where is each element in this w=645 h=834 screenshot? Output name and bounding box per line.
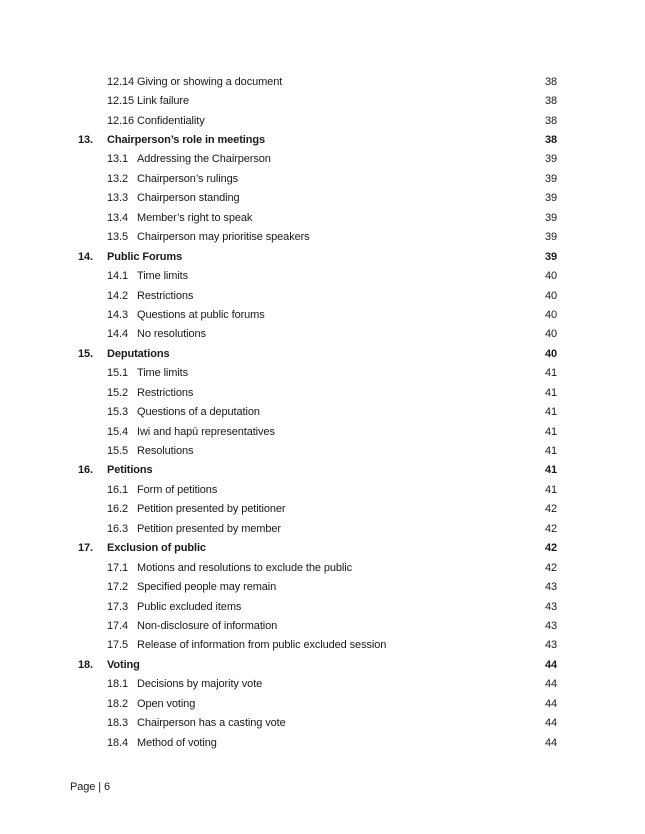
toc-subsection-row xyxy=(0,189,645,208)
toc-subsection-row xyxy=(0,675,645,694)
toc-entry-label: Form of petitions xyxy=(137,483,218,496)
toc-entry-number: 16.2 xyxy=(107,503,129,516)
toc-subsection-row xyxy=(0,169,645,188)
toc-entry-label: Restrictions xyxy=(137,289,194,302)
toc-subsection-row xyxy=(0,402,645,421)
toc-entry-label: Motions and resolutions to exclude the public xyxy=(137,561,353,574)
toc-entry-label: Giving or showing a document xyxy=(137,75,283,88)
toc-entry-number: 16. xyxy=(78,464,93,477)
toc-entry-page: 44 xyxy=(544,678,557,691)
toc-entry-number: 17.4 xyxy=(107,619,129,632)
toc-entry-number: 15.3 xyxy=(107,406,129,419)
toc-entry-label: Method of voting xyxy=(137,736,217,749)
toc-entry-page: 39 xyxy=(544,231,557,244)
toc-entry-page: 39 xyxy=(544,172,557,185)
toc-entry-page: 41 xyxy=(544,445,557,458)
toc-entry-label: Specified people may remain xyxy=(137,581,277,594)
toc-entry-number: 13.1 xyxy=(107,153,129,166)
toc-subsection-row xyxy=(0,694,645,713)
toc-entry-label: Decisions by majority vote xyxy=(137,678,263,691)
toc-entry-number: 18.3 xyxy=(107,717,129,730)
toc-entry-page: 40 xyxy=(544,347,557,360)
toc-section-row xyxy=(0,655,645,674)
toc-entry-page: 43 xyxy=(544,619,557,632)
toc-entry-label: Exclusion of public xyxy=(107,542,206,555)
toc-entry-number: 15.2 xyxy=(107,386,129,399)
toc-subsection-row xyxy=(0,286,645,305)
toc-entry-label: Non-disclosure of information xyxy=(137,619,278,632)
toc-entry-number: 14.3 xyxy=(107,308,129,321)
toc-entry-page: 41 xyxy=(544,386,557,399)
toc-entry-page: 40 xyxy=(544,289,557,302)
toc-entry-page: 42 xyxy=(544,503,557,516)
toc-entry-page: 38 xyxy=(544,114,557,127)
toc-subsection-row xyxy=(0,616,645,635)
toc-entry-page: 39 xyxy=(544,153,557,166)
toc-subsection-row xyxy=(0,305,645,324)
toc-entry-number: 13. xyxy=(78,134,93,147)
toc-subsection-row xyxy=(0,519,645,538)
toc-entry-number: 17.5 xyxy=(107,639,129,652)
toc-subsection-row xyxy=(0,500,645,519)
toc-entry-page: 42 xyxy=(544,522,557,535)
toc-entry-label: Release of information from public excluded session xyxy=(137,639,387,652)
toc-entry-number: 14.2 xyxy=(107,289,129,302)
toc-subsection-row xyxy=(0,150,645,169)
toc-entry-page: 38 xyxy=(544,75,557,88)
toc-entry-page: 39 xyxy=(544,250,557,263)
toc-entry-label: Deputations xyxy=(107,347,170,360)
toc-entry-page: 39 xyxy=(544,192,557,205)
toc-entry-label: Petitions xyxy=(107,464,153,477)
toc-entry-label: Time limits xyxy=(137,270,189,283)
toc-subsection-row xyxy=(0,208,645,227)
toc-section-row xyxy=(0,247,645,266)
toc-entry-label: Resolutions xyxy=(137,445,194,458)
toc-entry-label: Questions of a deputation xyxy=(137,406,260,419)
toc-entry-label: Questions at public forums xyxy=(137,308,265,321)
toc-section-row xyxy=(0,344,645,363)
toc-entry-number: 12.14 xyxy=(107,75,135,88)
toc-entry-label: Public excluded items xyxy=(137,600,242,613)
toc-entry-page: 41 xyxy=(544,483,557,496)
toc-entry-number: 18.4 xyxy=(107,736,129,749)
toc-subsection-row xyxy=(0,597,645,616)
toc-entry-label: Restrictions xyxy=(137,386,194,399)
toc-entry-number: 13.2 xyxy=(107,172,129,185)
toc-entry-page: 43 xyxy=(544,639,557,652)
page-footer: Page | 6 xyxy=(70,781,110,793)
toc-entry-number: 17.2 xyxy=(107,581,129,594)
toc-subsection-row xyxy=(0,441,645,460)
toc-entry-number: 18. xyxy=(78,658,93,671)
toc-entry-label: Confidentiality xyxy=(137,114,205,127)
toc-entry-label: Petition presented by petitioner xyxy=(137,503,286,516)
toc-entry-label: Member’s right to speak xyxy=(137,211,253,224)
toc-subsection-row xyxy=(0,325,645,344)
toc-entry-label: No resolutions xyxy=(137,328,206,341)
toc-entry-label: Iwi and hapū representatives xyxy=(137,425,275,438)
toc-subsection-row xyxy=(0,228,645,247)
toc-entry-number: 17. xyxy=(78,542,93,555)
toc-subsection-row xyxy=(0,266,645,285)
toc-entry-number: 18.2 xyxy=(107,697,129,710)
toc-entry-page: 40 xyxy=(544,270,557,283)
toc-entry-label: Chairperson’s rulings xyxy=(137,172,239,185)
toc-entry-number: 15.5 xyxy=(107,445,129,458)
toc-entry-page: 43 xyxy=(544,581,557,594)
toc-subsection-row xyxy=(0,111,645,130)
toc-entry-page: 39 xyxy=(544,211,557,224)
toc-entry-label: Open voting xyxy=(137,697,196,710)
toc-entry-label: Link failure xyxy=(137,95,189,108)
toc-entry-number: 14.1 xyxy=(107,270,129,283)
toc-entry-label: Time limits xyxy=(137,367,189,380)
toc-entry-page: 43 xyxy=(544,600,557,613)
toc-entry-page: 41 xyxy=(544,425,557,438)
toc-entry-page: 44 xyxy=(544,697,557,710)
toc-section-row xyxy=(0,130,645,149)
toc-entry-page: 41 xyxy=(544,367,557,380)
toc-entry-page: 40 xyxy=(544,328,557,341)
toc-subsection-row xyxy=(0,577,645,596)
toc-entry-number: 12.15 xyxy=(107,95,135,108)
toc-entry-number: 13.5 xyxy=(107,231,129,244)
toc-entry-label: Addressing the Chairperson xyxy=(137,153,271,166)
toc-entry-number: 16.1 xyxy=(107,483,129,496)
toc-subsection-row xyxy=(0,364,645,383)
toc-subsection-row xyxy=(0,558,645,577)
toc-entry-page: 41 xyxy=(544,464,557,477)
toc-subsection-row xyxy=(0,422,645,441)
toc-entry-number: 16.3 xyxy=(107,522,129,535)
toc-entry-number: 14.4 xyxy=(107,328,129,341)
toc-entry-label: Voting xyxy=(107,658,140,671)
toc-entry-number: 17.1 xyxy=(107,561,129,574)
toc-entry-page: 40 xyxy=(544,308,557,321)
toc-entry-label: Chairperson’s role in meetings xyxy=(107,134,265,147)
toc-entry-page: 38 xyxy=(544,95,557,108)
toc-entry-number: 14. xyxy=(78,250,93,263)
toc-entry-number: 15.1 xyxy=(107,367,129,380)
toc-subsection-row xyxy=(0,383,645,402)
toc-entry-number: 17.3 xyxy=(107,600,129,613)
toc-entry-number: 12.16 xyxy=(107,114,135,127)
toc-entry-page: 44 xyxy=(544,717,557,730)
toc-section-row xyxy=(0,461,645,480)
toc-entry-label: Chairperson standing xyxy=(137,192,240,205)
toc-section-row xyxy=(0,539,645,558)
toc-entry-number: 13.3 xyxy=(107,192,129,205)
toc-entry-number: 13.4 xyxy=(107,211,129,224)
toc-subsection-row xyxy=(0,713,645,732)
toc-entry-number: 18.1 xyxy=(107,678,129,691)
toc-subsection-row xyxy=(0,91,645,110)
toc-entry-label: Chairperson has a casting vote xyxy=(137,717,286,730)
toc-subsection-row xyxy=(0,636,645,655)
table-of-contents xyxy=(0,72,645,752)
toc-entry-number: 15.4 xyxy=(107,425,129,438)
toc-entry-label: Chairperson may prioritise speakers xyxy=(137,231,310,244)
toc-entry-number: 15. xyxy=(78,347,93,360)
toc-subsection-row xyxy=(0,733,645,752)
toc-entry-page: 38 xyxy=(544,134,557,147)
toc-entry-page: 42 xyxy=(544,542,557,555)
toc-subsection-row xyxy=(0,72,645,91)
toc-entry-page: 42 xyxy=(544,561,557,574)
toc-subsection-row xyxy=(0,480,645,499)
toc-entry-label: Petition presented by member xyxy=(137,522,281,535)
toc-entry-page: 44 xyxy=(544,736,557,749)
toc-entry-page: 41 xyxy=(544,406,557,419)
toc-entry-page: 44 xyxy=(544,658,557,671)
toc-entry-label: Public Forums xyxy=(107,250,183,263)
